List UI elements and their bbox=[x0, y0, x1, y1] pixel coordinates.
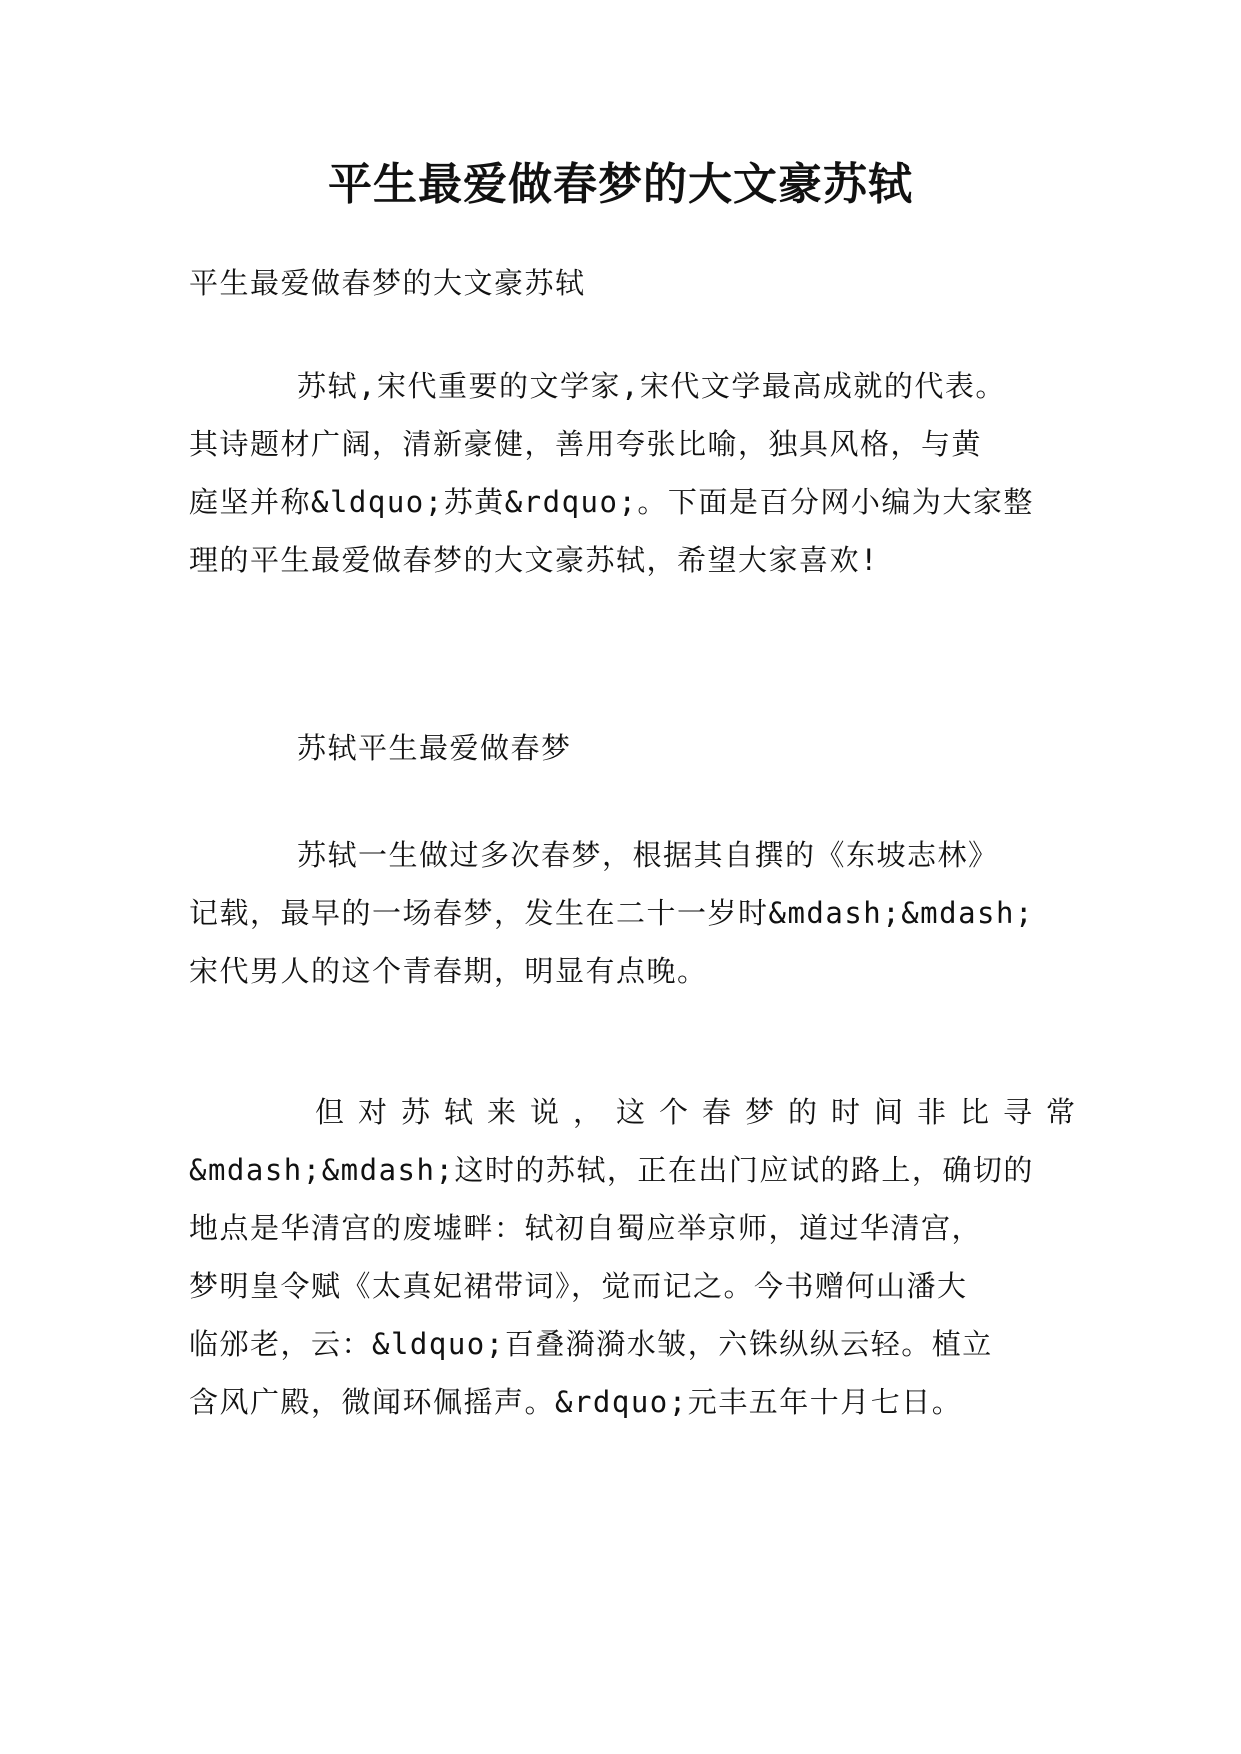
paragraph-line: 其诗题材广阔，清新豪健，善用夸张比喻，独具风格，与黄 bbox=[189, 427, 983, 461]
document-subtitle bbox=[189, 254, 1055, 312]
section-heading bbox=[189, 719, 1055, 777]
paragraph-line: 记载，最早的一场春梦，发生在二十一岁时&mdash;&mdash; bbox=[189, 896, 1034, 930]
paragraph-line: 临邠老，云：&ldquo;百叠漪漪水皱，六铢纵纵云轻。植立 bbox=[189, 1327, 993, 1361]
paragraph-line: 但对苏轼来说，这个春梦的时间非比寻常 bbox=[315, 1095, 1090, 1129]
story-paragraph bbox=[189, 826, 1055, 1000]
paragraph-line: 庭坚并称&ldquo;苏黄&rdquo;。下面是百分网小编为大家整 bbox=[189, 485, 1034, 519]
paragraph-line: 苏轼一生做过多次春梦，根据其自撰的《东坡志林》 bbox=[297, 838, 999, 872]
paragraph-line: 宋代男人的这个青春期，明显有点晚。 bbox=[189, 954, 708, 988]
dream-paragraph bbox=[189, 1083, 1090, 1431]
paragraph-line: &mdash;&mdash;这时的苏轼，正在出门应试的路上，确切的 bbox=[189, 1153, 1034, 1187]
paragraph-line: 含风广殿，微闻环佩摇声。&rdquo;元丰五年十月七日。 bbox=[189, 1385, 963, 1419]
document-title: 平生最爱做春梦的大文豪苏轼 bbox=[328, 159, 913, 210]
paragraph-line: 理的平生最爱做春梦的大文豪苏轼，希望大家喜欢! bbox=[189, 543, 879, 577]
paragraph-line: 地点是华清宫的废墟畔：轼初自蜀应举京师，道过华清宫， bbox=[189, 1211, 983, 1245]
paragraph-line: 梦明皇令赋《太真妃裙带词》，觉而记之。今书赠何山潘大 bbox=[189, 1269, 968, 1303]
section-heading-text: 苏轼平生最爱做春梦 bbox=[297, 731, 572, 765]
intro-paragraph bbox=[189, 357, 1055, 589]
paragraph-line: 苏轼,宋代重要的文学家,宋代文学最高成就的代表。 bbox=[297, 369, 1006, 403]
subtitle-line: 平生最爱做春梦的大文豪苏轼 bbox=[189, 266, 586, 300]
